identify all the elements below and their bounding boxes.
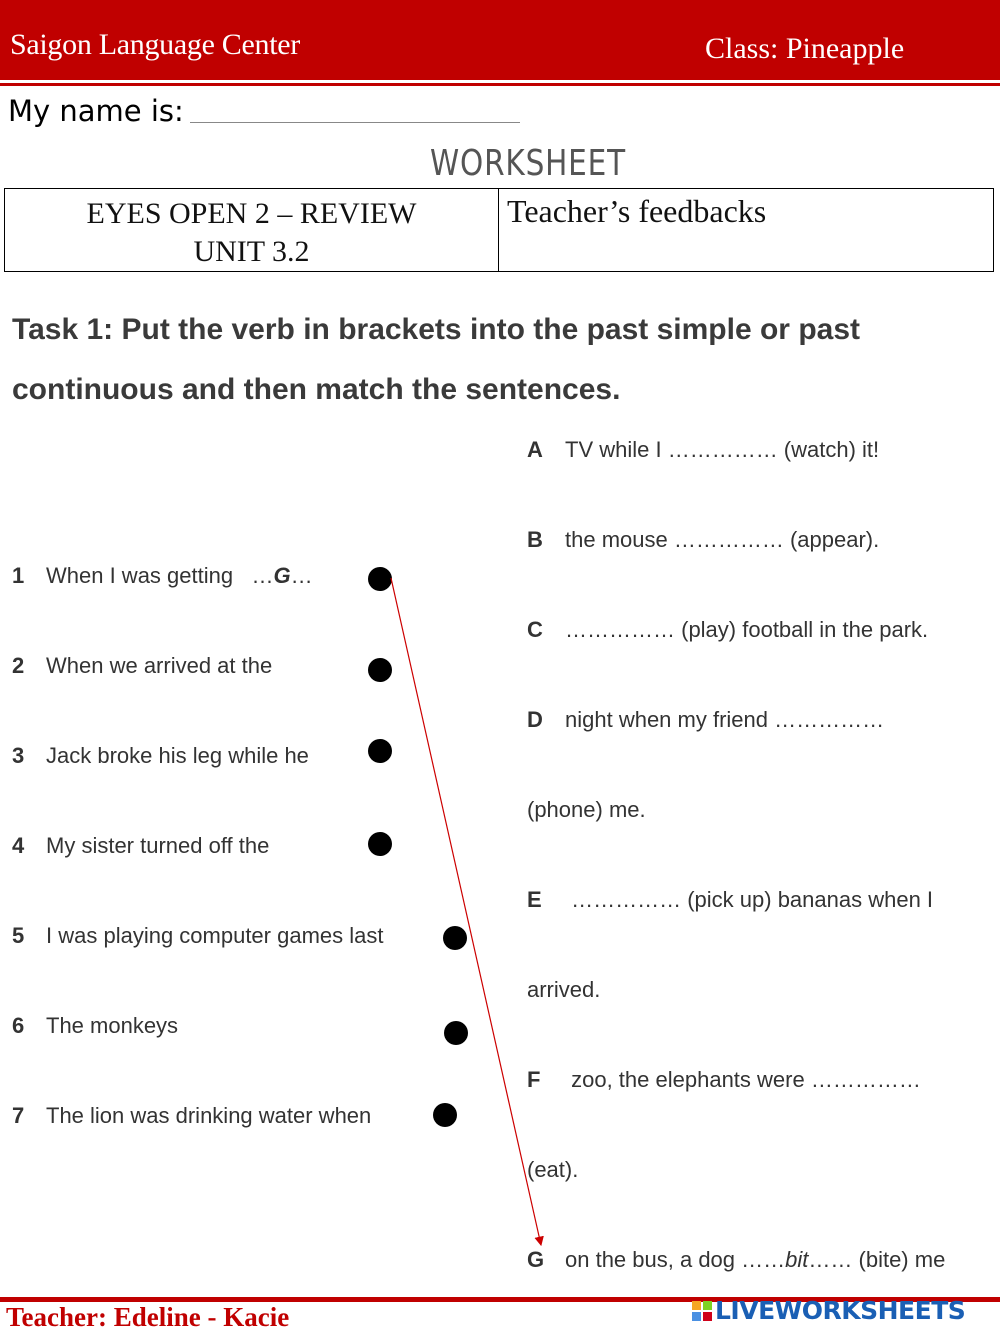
item-text: (phone) me. [527, 797, 646, 822]
item-letter: B [527, 527, 543, 552]
logo-text: LIVEWORKSHEETS [715, 1296, 966, 1325]
item-text: on the bus, a dog …… [565, 1247, 786, 1272]
name-prompt: My name is: [8, 94, 184, 128]
item-text: When I was getting [46, 563, 234, 588]
item-number: 1 [12, 563, 25, 588]
item-letter: F [527, 1067, 541, 1092]
answer-fill: … [290, 563, 313, 588]
unit-line-1: EYES OPEN 2 – REVIEW [86, 197, 417, 230]
class-label: Class: Pineapple [705, 32, 905, 65]
item-text: The lion was drinking water when [46, 1103, 372, 1128]
item-letter: G [527, 1247, 545, 1272]
item-text: The monkeys [46, 1013, 179, 1038]
item-text: My sister turned off the [46, 833, 270, 858]
item-text: zoo, the elephants were …………… [565, 1067, 921, 1092]
item-text: night when my friend …………… [565, 707, 885, 732]
item-number: 3 [12, 743, 25, 768]
teacher-name: Teacher: Edeline - Kacie [6, 1302, 290, 1332]
answer-value[interactable]: bit [785, 1247, 809, 1272]
item-text: …… (bite) me [808, 1247, 946, 1272]
feedback-label: Teacher’s feedbacks [507, 193, 767, 229]
item-letter: C [527, 617, 543, 642]
item-text: TV while I …………… (watch) it! [565, 437, 880, 462]
item-text: Jack broke his leg while he [46, 743, 309, 768]
item-number: 4 [12, 833, 25, 858]
item-text: …………… (pick up) bananas when I [565, 887, 934, 912]
worksheet-title: WORKSHEET [430, 143, 626, 184]
match-line-1-g [391, 578, 541, 1245]
item-letter: A [527, 437, 543, 462]
item-number: 6 [12, 1013, 25, 1038]
item-text: arrived. [527, 977, 601, 1002]
logo-blocks-icon [692, 1301, 712, 1321]
item-number: 7 [12, 1103, 25, 1128]
item-text: I was playing computer games last [46, 923, 384, 948]
task-title: Task 1: Put the verb in brackets into the past simple or past continuous and then match the sentences. [12, 313, 860, 406]
unit-line-2: UNIT 3.2 [193, 235, 310, 268]
liveworksheets-logo[interactable] [692, 1296, 965, 1325]
item-letter: D [527, 707, 543, 732]
answer-value[interactable]: G [273, 563, 291, 588]
item-letter: E [527, 887, 542, 912]
item-text: …………… (play) football in the park. [565, 617, 929, 642]
center-name: Saigon Language Center [10, 28, 300, 61]
item-number: 5 [12, 923, 25, 948]
item-text: When we arrived at the [46, 653, 273, 678]
item-text: (eat). [527, 1157, 579, 1182]
item-number: 2 [12, 653, 25, 678]
item-text: the mouse …………… (appear). [565, 527, 880, 552]
answer-fill: … [251, 563, 274, 588]
